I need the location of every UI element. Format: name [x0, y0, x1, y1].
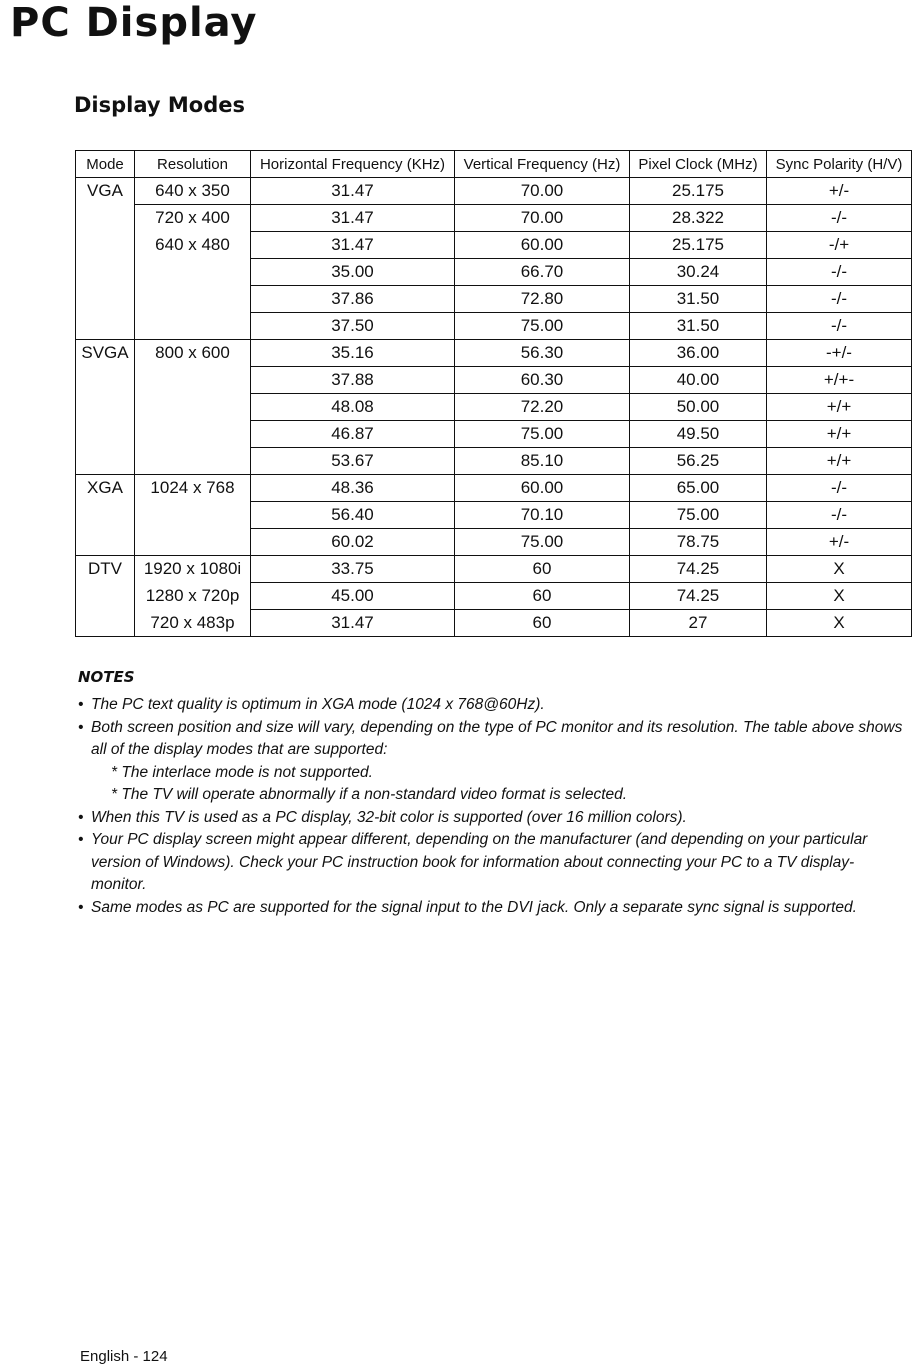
sync-cell: +/+: [767, 394, 912, 421]
resolution-cell: 720 x 483p: [135, 610, 251, 637]
vfreq-cell: 60.00: [455, 232, 630, 259]
clock-cell: 65.00: [630, 475, 767, 502]
table-row: [76, 556, 912, 583]
sync-cell: -/-: [767, 475, 912, 502]
header-vertical-frequency: Vertical Frequency (Hz): [455, 151, 630, 178]
hfreq-cell: 56.40: [251, 502, 455, 529]
header-pixel-clock: Pixel Clock (MHz): [630, 151, 767, 178]
notes-title: NOTES: [78, 668, 135, 686]
notes-list: [78, 694, 908, 919]
note-subitem-text: The interlace mode is not supported.: [121, 763, 373, 781]
note-subitem: [91, 762, 908, 785]
vfreq-cell: 60.30: [455, 367, 630, 394]
note-text: The PC text quality is optimum in XGA mode (1024 x 768@60Hz).: [91, 696, 545, 713]
table-row: [76, 340, 912, 367]
hfreq-cell: 37.86: [251, 286, 455, 313]
clock-cell: 74.25: [630, 583, 767, 610]
sync-cell: -/-: [767, 502, 912, 529]
clock-cell: 75.00: [630, 502, 767, 529]
note-text: When this TV is used as a PC display, 32-bit color is supported (over 16 million colors).: [91, 808, 687, 826]
hfreq-cell: 33.75: [251, 556, 455, 583]
clock-cell: 50.00: [630, 394, 767, 421]
clock-cell: 56.25: [630, 448, 767, 475]
note-subitem: [91, 784, 908, 807]
bullet-icon: •: [78, 696, 84, 713]
hfreq-cell: 53.67: [251, 448, 455, 475]
table-row: [76, 583, 912, 610]
hfreq-cell: 31.47: [251, 205, 455, 232]
sync-cell: +/+: [767, 448, 912, 475]
vfreq-cell: 75.00: [455, 421, 630, 448]
bullet-icon: •: [78, 831, 84, 848]
note-item: [78, 717, 908, 807]
table-row: [76, 178, 912, 205]
sync-cell: -/-: [767, 286, 912, 313]
clock-cell: 78.75: [630, 529, 767, 556]
vfreq-cell: 60: [455, 610, 630, 637]
page-footer: English - 124: [80, 1348, 168, 1365]
sync-cell: -/+: [767, 232, 912, 259]
asterisk-icon: *: [111, 786, 118, 803]
clock-cell: 27: [630, 610, 767, 637]
resolution-cell: 640 x 480: [135, 232, 251, 340]
sync-cell: X: [767, 610, 912, 637]
sync-cell: X: [767, 556, 912, 583]
sync-cell: +/+-: [767, 367, 912, 394]
sync-cell: X: [767, 583, 912, 610]
vfreq-cell: 72.20: [455, 394, 630, 421]
sync-cell: +/-: [767, 178, 912, 205]
clock-cell: 31.50: [630, 286, 767, 313]
note-item: [78, 829, 908, 897]
note-item: [78, 694, 908, 717]
mode-cell: VGA: [76, 178, 135, 340]
note-text: Your PC display screen might appear different, depending on the manufacturer (and depending on your particular version of Windows). Check your PC instruction book for information about connecting your PC to a TV display-monitor.: [91, 831, 868, 893]
hfreq-cell: 35.16: [251, 340, 455, 367]
mode-cell: XGA: [76, 475, 135, 556]
hfreq-cell: 45.00: [251, 583, 455, 610]
hfreq-cell: 37.50: [251, 313, 455, 340]
section-title: Display Modes: [74, 93, 245, 117]
clock-cell: 31.50: [630, 313, 767, 340]
sync-cell: -/-: [767, 259, 912, 286]
sync-cell: -/-: [767, 313, 912, 340]
resolution-cell: 640 x 350: [135, 178, 251, 205]
clock-cell: 28.322: [630, 205, 767, 232]
vfreq-cell: 70.00: [455, 205, 630, 232]
hfreq-cell: 48.08: [251, 394, 455, 421]
resolution-cell: 800 x 600: [135, 340, 251, 475]
vfreq-cell: 75.00: [455, 313, 630, 340]
header-horizontal-frequency: Horizontal Frequency (KHz): [251, 151, 455, 178]
clock-cell: 36.00: [630, 340, 767, 367]
page-title: PC Display: [10, 0, 258, 46]
sync-cell: -+/-: [767, 340, 912, 367]
clock-cell: 25.175: [630, 232, 767, 259]
hfreq-cell: 35.00: [251, 259, 455, 286]
clock-cell: 30.24: [630, 259, 767, 286]
table-row: [76, 475, 912, 502]
vfreq-cell: 75.00: [455, 529, 630, 556]
table-row: [76, 232, 912, 259]
table-row: [76, 610, 912, 637]
sync-cell: +/+: [767, 421, 912, 448]
hfreq-cell: 31.47: [251, 232, 455, 259]
note-subitem-text: The TV will operate abnormally if a non-standard video format is selected.: [121, 786, 628, 803]
resolution-cell: 1920 x 1080i: [135, 556, 251, 583]
vfreq-cell: 66.70: [455, 259, 630, 286]
hfreq-cell: 60.02: [251, 529, 455, 556]
clock-cell: 49.50: [630, 421, 767, 448]
vfreq-cell: 85.10: [455, 448, 630, 475]
header-resolution: Resolution: [135, 151, 251, 178]
note-item: [78, 897, 908, 920]
hfreq-cell: 46.87: [251, 421, 455, 448]
hfreq-cell: 37.88: [251, 367, 455, 394]
hfreq-cell: 48.36: [251, 475, 455, 502]
mode-cell: DTV: [76, 556, 135, 637]
header-mode: Mode: [76, 151, 135, 178]
sync-cell: +/-: [767, 529, 912, 556]
asterisk-icon: *: [111, 763, 118, 781]
vfreq-cell: 60: [455, 556, 630, 583]
note-item: [78, 807, 908, 830]
display-modes-table: [75, 150, 912, 637]
bullet-icon: •: [78, 808, 84, 826]
vfreq-cell: 60.00: [455, 475, 630, 502]
resolution-cell: 720 x 400: [135, 205, 251, 232]
header-sync-polarity: Sync Polarity (H/V): [767, 151, 912, 178]
note-text: Same modes as PC are supported for the signal input to the DVI jack. Only a separate sync signal is supported.: [91, 898, 857, 916]
clock-cell: 25.175: [630, 178, 767, 205]
clock-cell: 40.00: [630, 367, 767, 394]
vfreq-cell: 70.00: [455, 178, 630, 205]
vfreq-cell: 56.30: [455, 340, 630, 367]
table-row: [76, 205, 912, 232]
resolution-cell: 1280 x 720p: [135, 583, 251, 610]
bullet-icon: •: [78, 718, 84, 736]
vfreq-cell: 60: [455, 583, 630, 610]
vfreq-cell: 72.80: [455, 286, 630, 313]
sync-cell: -/-: [767, 205, 912, 232]
table-header-row: [76, 151, 912, 178]
clock-cell: 74.25: [630, 556, 767, 583]
bullet-icon: •: [78, 898, 84, 916]
mode-cell: SVGA: [76, 340, 135, 475]
hfreq-cell: 31.47: [251, 178, 455, 205]
vfreq-cell: 70.10: [455, 502, 630, 529]
note-text: Both screen position and size will vary, depending on the type of PC monitor and its resolution. The table above shows all of the display modes that are supported:: [91, 718, 903, 758]
hfreq-cell: 31.47: [251, 610, 455, 637]
resolution-cell: 1024 x 768: [135, 475, 251, 556]
